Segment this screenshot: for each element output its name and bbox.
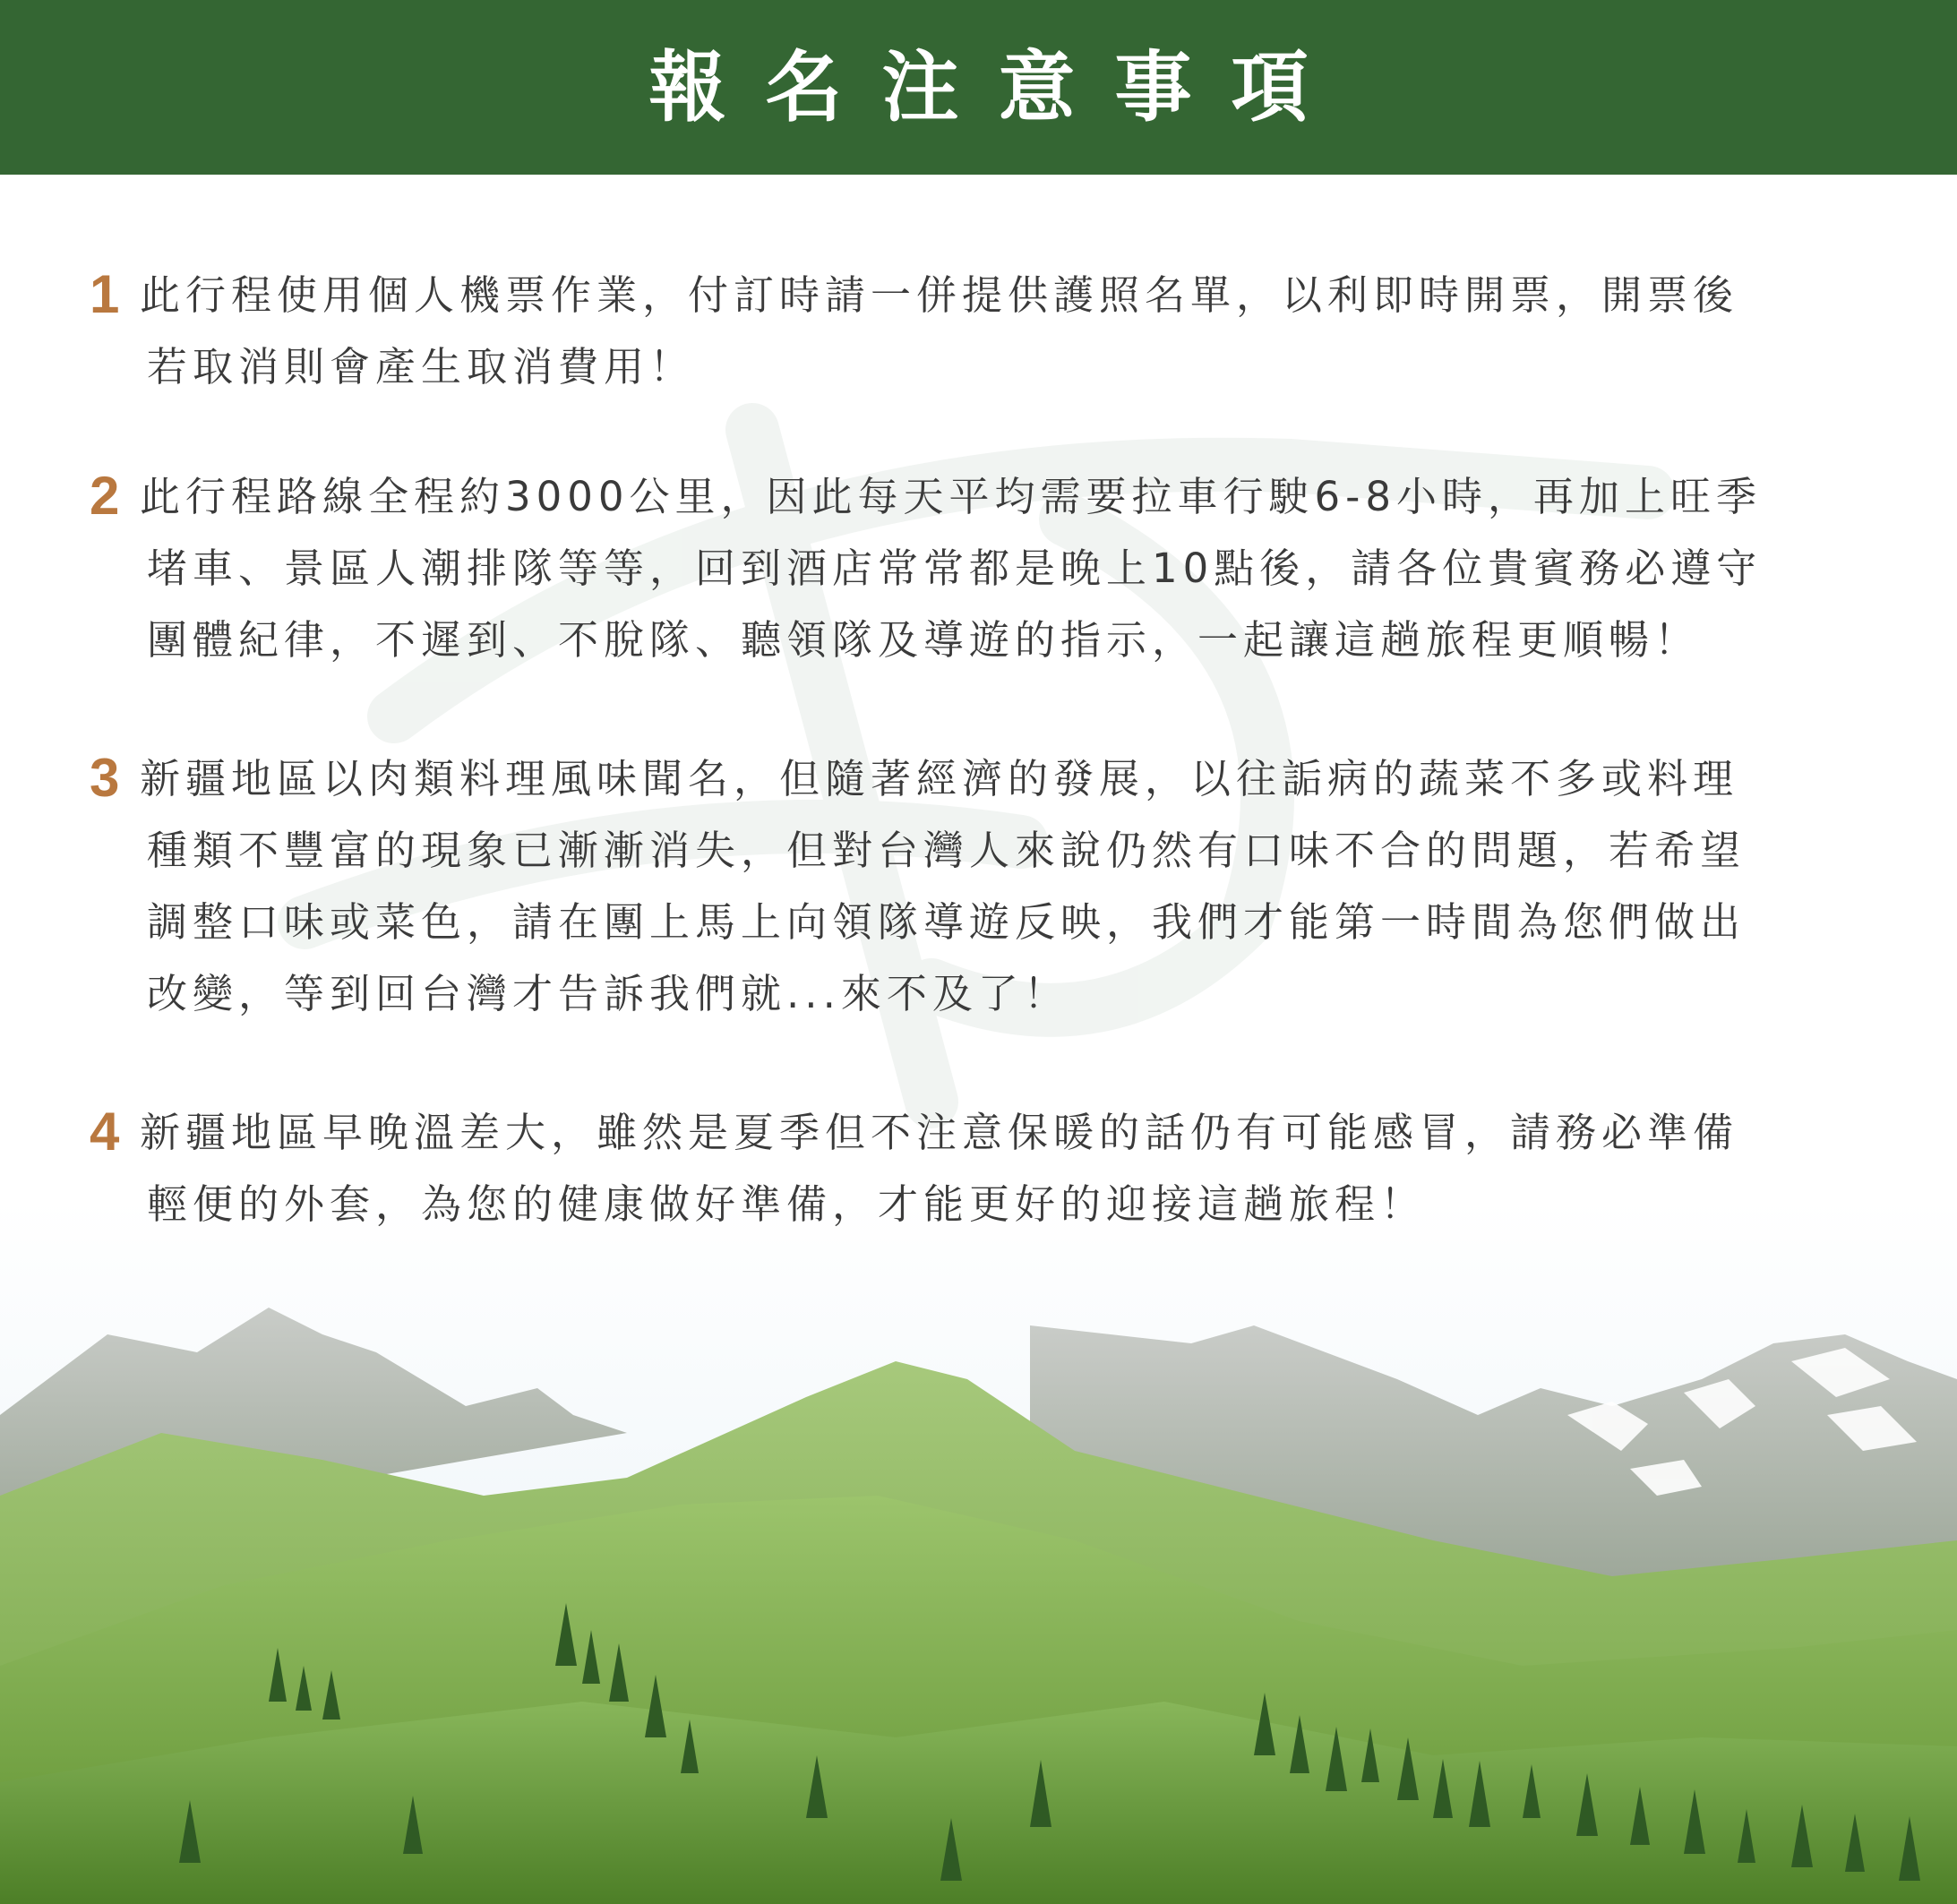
notice-line: 種類不豐富的現象已漸漸消失，但對台灣人來說仍然有口味不合的問題，若希望 xyxy=(147,827,1747,874)
notice-line: 改變，等到回台灣才告訴我們就...來不及了！ xyxy=(147,970,1069,1017)
header-banner xyxy=(0,0,1957,175)
notice-number: 2 xyxy=(90,466,120,526)
notice-text xyxy=(140,260,1877,403)
notice-text xyxy=(140,461,1877,676)
notice-line: 團體紀律，不遲到、不脫隊、聽領隊及導遊的指示，一起讓這趟旅程更順暢！ xyxy=(147,616,1701,664)
notice-line: 此行程使用個人機票作業，付訂時請一併提供護照名單，以利即時開票，開票後 xyxy=(140,271,1739,319)
notice-line: 輕便的外套，為您的健康做好準備，才能更好的迎接這趟旅程！ xyxy=(147,1180,1427,1228)
notice-line: 此行程路線全程約3000公里，因此每天平均需要拉車行駛6-8小時，再加上旺季 xyxy=(140,473,1763,520)
notice-number: 3 xyxy=(90,748,120,808)
page-title: 報名注意事項 xyxy=(648,41,1348,133)
notice-number: 1 xyxy=(90,264,120,324)
notice-text xyxy=(140,1097,1877,1240)
notice-line: 新疆地區早晚溫差大，雖然是夏季但不注意保暖的話仍有可能感冒，請務必準備 xyxy=(140,1109,1739,1156)
notice-line: 調整口味或菜色，請在團上馬上向領隊導遊反映，我們才能第一時間為您們做出 xyxy=(147,898,1747,946)
notice-line: 新疆地區以肉類料理風味聞名，但隨著經濟的發展，以往詬病的蔬菜不多或料理 xyxy=(140,755,1739,802)
notice-line: 堵車、景區人潮排隊等等，回到酒店常常都是晚上10點後，請各位貴賓務必遵守 xyxy=(147,545,1763,592)
notice-text xyxy=(140,743,1877,1030)
notice-number: 4 xyxy=(90,1102,120,1162)
mountain-landscape-image xyxy=(0,1200,1957,1904)
notice-line: 若取消則會產生取消費用！ xyxy=(147,343,696,390)
